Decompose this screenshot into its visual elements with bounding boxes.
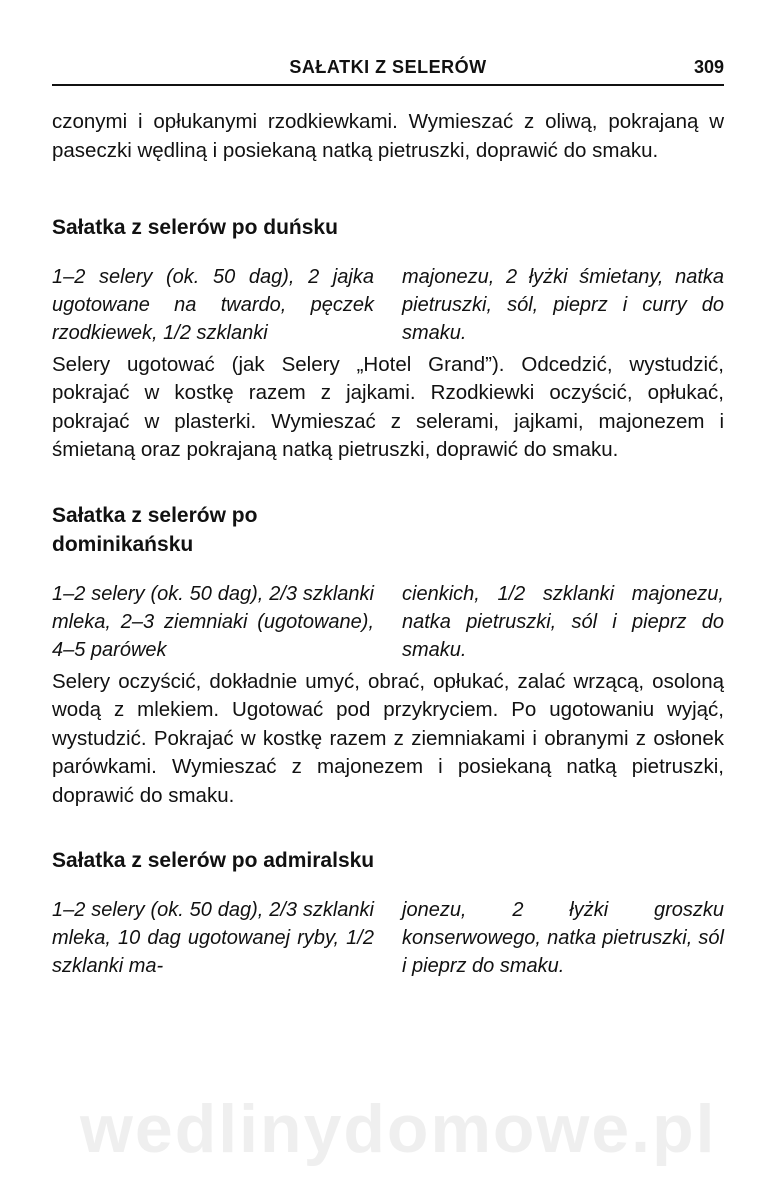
recipe-instructions-dominikansku: Selery oczyścić, dokładnie umyć, obrać, opłukać, zalać wrzącą, osoloną wodą z mlekiem. Ugotować pod przykryciem. Po ugotowaniu wyjąć, wystudzić. Pokrajać w kostkę razem z ziemniakami i obranymi z osłonek parówkami. Wymieszać z majonezem i posiekaną natką pietruszki, doprawić do smaku.: [52, 669, 724, 807]
recipe-ingredients-dunsku: [52, 263, 724, 347]
ingredients-right-column: majonezu, 2 łyżki śmietany, natka pietruszki, sól, pieprz i curry do smaku.: [402, 265, 724, 344]
recipe-ingredients-dominikansku: [52, 580, 724, 664]
ingredients-right-column: cienkich, 1/2 szklanki majonezu, natka pietruszki, sól i pieprz do smaku.: [402, 582, 724, 661]
ingredients-left-column: 1–2 selery (ok. 50 dag), 2/3 szklanki mleka, 2–3 ziemniaki (ugotowane), 4–5 parówek: [52, 582, 374, 661]
ingredients-left-column: 1–2 selery (ok. 50 dag), 2/3 szklanki mleka, 10 dag ugotowanej ryby, 1/2 szklanki ma-: [52, 898, 374, 977]
intro-paragraph: czonymi i opłukanymi rzodkiewkami. Wymieszać z oliwą, pokrajaną w paseczki wędliną i posiekaną natką pietruszki, doprawić do smaku.: [52, 110, 724, 162]
recipe-instructions-dunsku: Selery ugotować (jak Selery „Hotel Grand”). Odcedzić, wystudzić, pokrajać w kostkę razem z jajkami. Rzodkiewki oczyścić, opłukać, pokrajać w plasterki. Wymieszać z selerami, jajkami, majonezem i śmietaną oraz pokrajaną natką pietruszki, doprawić do smaku.: [52, 352, 724, 461]
ingredients-left-column: 1–2 selery (ok. 50 dag), 2 jajka ugotowane na twardo, pęczek rzodkiewek, 1/2 szklanki: [52, 265, 374, 344]
recipe-title-dominikansku: Sałatka z selerów po dominikańsku: [52, 503, 258, 556]
watermark: wedlinydomowe.pl: [80, 1091, 717, 1167]
book-page: [52, 50, 724, 980]
recipe-ingredients-admiralsku: [52, 896, 724, 980]
running-title: SAŁATKI Z SELERÓW: [289, 57, 487, 77]
recipe-title-admiralsku: Sałatka z selerów po admiralsku: [52, 849, 375, 872]
page-number: 309: [693, 57, 724, 77]
recipe-title-dunsku: Sałatka z selerów po duńsku: [52, 216, 338, 239]
ingredients-right-column: jonezu, 2 łyżki groszku konserwowego, natka pietruszki, sól i pieprz do smaku.: [402, 898, 724, 977]
running-header: [52, 50, 724, 86]
